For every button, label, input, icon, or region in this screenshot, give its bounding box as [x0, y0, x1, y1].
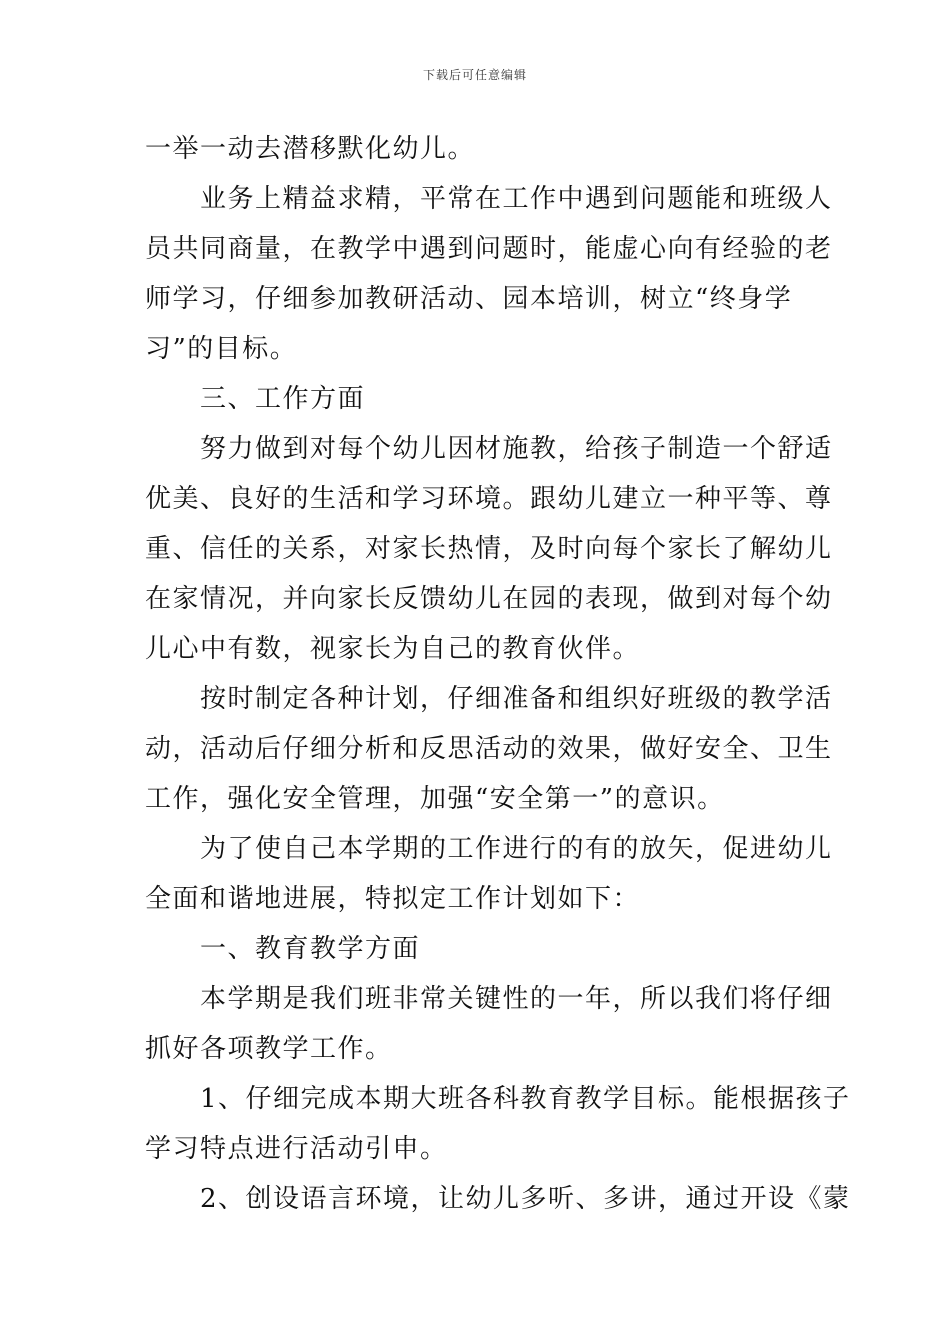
text-line-2: 业务上精益求精，平常在工作中遇到问题能和班级人 — [145, 184, 833, 214]
text-line-1: 一举一动去潜移默化幼儿。 — [145, 134, 476, 164]
text-line-18: 本学期是我们班非常关键性的一年，所以我们将仔细 — [145, 984, 833, 1014]
text-line-12: 按时制定各种计划，仔细准备和组织好班级的教学活 — [145, 684, 833, 714]
text-line-21: 学习特点进行活动引申。 — [145, 1134, 448, 1164]
text-line-5: 习”的目标。 — [145, 334, 298, 364]
text-line-4: 师学习，仔细参加教研活动、园本培训，树立“终身学 — [145, 284, 793, 314]
text-line-13: 动，活动后仔细分析和反思活动的效果，做好安全、卫生 — [145, 734, 833, 764]
section-heading-teaching: 一、教育教学方面 — [145, 934, 421, 964]
text-line-19: 抓好各项教学工作。 — [145, 1034, 393, 1064]
text-line-7: 努力做到对每个幼儿因材施教，给孩子制造一个舒适 — [145, 434, 833, 464]
section-heading-work: 三、工作方面 — [145, 384, 366, 414]
text-line-11: 儿心中有数，视家长为自己的教育伙伴。 — [145, 634, 641, 664]
text-line-3: 员共同商量，在教学中遇到问题时，能虚心向有经验的老 — [145, 234, 833, 264]
page-header: 下载后可任意编辑 — [422, 68, 527, 82]
text-line-16: 全面和谐地进展，特拟定工作计划如下： — [145, 884, 641, 914]
text-line-10: 在家情况，并向家长反馈幼儿在园的表现，做到对每个幼 — [145, 584, 833, 614]
text-line-9: 重、信任的关系，对家长热情，及时向每个家长了解幼儿 — [145, 534, 833, 564]
text-line-20: 1、仔细完成本期大班各科教育教学目标。能根据孩子 — [145, 1084, 851, 1114]
text-line-15: 为了使自己本学期的工作进行的有的放矢，促进幼儿 — [145, 834, 833, 864]
text-line-22: 2、创设语言环境，让幼儿多听、多讲，通过开设《蒙 — [145, 1184, 851, 1214]
text-line-8: 优美、良好的生活和学习环境。跟幼儿建立一种平等、尊 — [145, 484, 833, 514]
text-line-14: 工作，强化安全管理，加强“安全第一”的意识。 — [145, 784, 725, 814]
